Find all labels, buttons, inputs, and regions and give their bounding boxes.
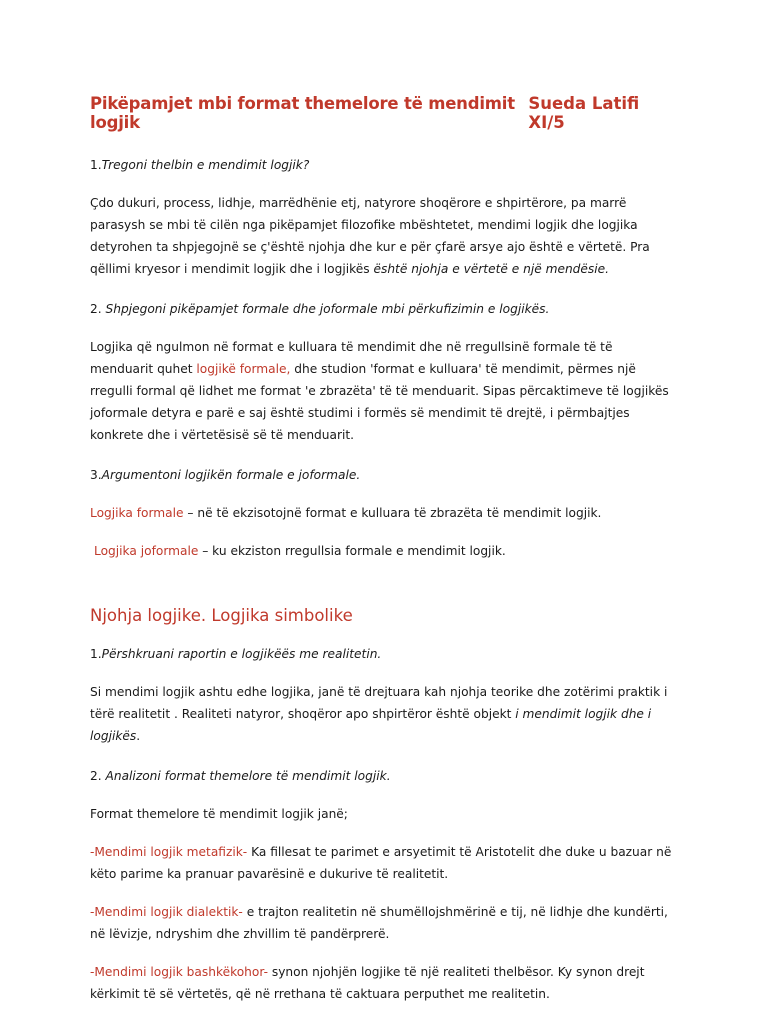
section-2-answer-1-tail: .	[136, 729, 141, 743]
section-2-answer-1-text: Si mendimi logjik ashtu edhe logjika, janë të drejtuara kah njohja teorike dhe zotërimi praktik i tërë realitetit . Realiteti natyror, shoqëror apo shpirtëror është objekt	[90, 685, 668, 721]
question-3-text: Argumentoni logjikën formale e joformale.	[101, 468, 361, 482]
term-metafizik: -Mendimi logjik metafizik-	[90, 845, 248, 859]
question-2-text: Shpjegoni pikëpamjet formale dhe joformale mbi përkufizimin e logjikës.	[105, 302, 550, 316]
question-2-number: 2.	[90, 302, 102, 316]
answer-2-start: Logjika që ngulmon në format e kulluara të mendimit dhe në rregullsinë formale të të menduarit quhet	[90, 340, 613, 376]
answer-1-text: Çdo dukuri, process, lidhje, marrëdhënie etj, natyrore shoqërore e shpirtërore, pa marrë parasysh se mbi të cilën nga pikëpamjet filozofike mbështetet, mendimi logjik dhe logjika detyrohen ta shpjegojnë se ç'është njohja dhe kur e për çfarë arsye ajo është e vërtetë. Pra qëllimi kryesor i mendimit logjik dhe i logjikës	[90, 196, 650, 276]
list-item	[90, 841, 678, 885]
section-2-title: Njohja logjike. Logjika simbolike	[90, 606, 353, 625]
question-1-text: Tregoni thelbin e mendimit logjik?	[101, 158, 310, 172]
document-author: Sueda Latifi XI/5	[528, 94, 640, 132]
question-1-number: 1.	[90, 158, 102, 172]
section-2-question-2-number: 2.	[90, 769, 102, 783]
question-3-number: 3.	[90, 468, 102, 482]
forms-intro-text: Format themelore të mendimit logjik janë	[90, 807, 344, 821]
answer-1-italic: është njohja e vërtetë e një mendësie.	[373, 262, 610, 276]
term-dialektik: -Mendimi logjik dialektik-	[90, 905, 243, 919]
list-item	[90, 961, 678, 1005]
document-title: Pikëpamjet mbi format themelore të mendimit logjik	[90, 94, 515, 132]
section-2-question-2-text: Analizoni format themelore të mendimit logjik.	[105, 769, 391, 783]
term-bashkekohor: -Mendimi logjik bashkëkohor-	[90, 965, 268, 979]
section-2-answer-1	[90, 681, 678, 747]
section-2-question-1-number: 1.	[90, 647, 102, 661]
section-2-question-1	[90, 643, 678, 665]
answer-2	[90, 336, 678, 446]
term-logjika-formale: Logjika formale	[90, 506, 184, 520]
definition-formal	[90, 502, 678, 524]
question-3	[90, 464, 678, 486]
item-text: e trajton realitetin në shumëllojshmërinë e tij, në lidhje dhe kundërti, në lëvizje, ndryshim dhe zhvillim të pandërprerë.	[90, 905, 668, 941]
definition-formal-text: – në të ekzisotojnë format e kulluara të zbrazëta të mendimit logjik.	[187, 506, 602, 520]
forms-intro-tail: ;	[343, 807, 348, 821]
question-1	[90, 154, 678, 176]
section-2-question-2	[90, 765, 678, 787]
term-logjika-joformale: Logjika joformale	[94, 544, 199, 558]
answer-2-end: dhe studion 'format e kulluara' të mendimit, përmes një rregulli formal që lidhet me format 'e zbrazëta' të të menduarit. Sipas përcaktimeve të logjikës joformale detyra e parë e saj është studimi i formës së mendimit të drejtë, i përmbajtjes konkrete dhe i vërtetësisë së të menduarit.	[90, 362, 669, 442]
definition-informal	[90, 540, 678, 562]
item-text: synon njohjën logjike të një realiteti thelbësor. Ky synon drejt kërkimit të së vërtetës, që në rrethana të caktuara perputhet me realitetin.	[90, 965, 645, 1001]
question-2	[90, 298, 678, 320]
section-2-answer-1-italic: i mendimit logjik dhe i logjikës	[90, 707, 652, 743]
definition-informal-text: – ku ekziston rregullsia formale e mendimit logjik.	[202, 544, 506, 558]
item-text: Ka fillesat te parimet e arsyetimit të Aristotelit dhe duke u bazuar në këto parime ka pranuar pavarësinë e dukurive të realitetit.	[90, 845, 672, 881]
title-row	[90, 94, 668, 132]
forms-intro	[90, 803, 678, 825]
term-logjike-formale: logjikë formale,	[196, 362, 291, 376]
section-2-question-1-text: Përshkruani raportin e logjikëës me realitetin.	[101, 647, 382, 661]
answer-1	[90, 192, 678, 280]
list-item	[90, 901, 678, 945]
